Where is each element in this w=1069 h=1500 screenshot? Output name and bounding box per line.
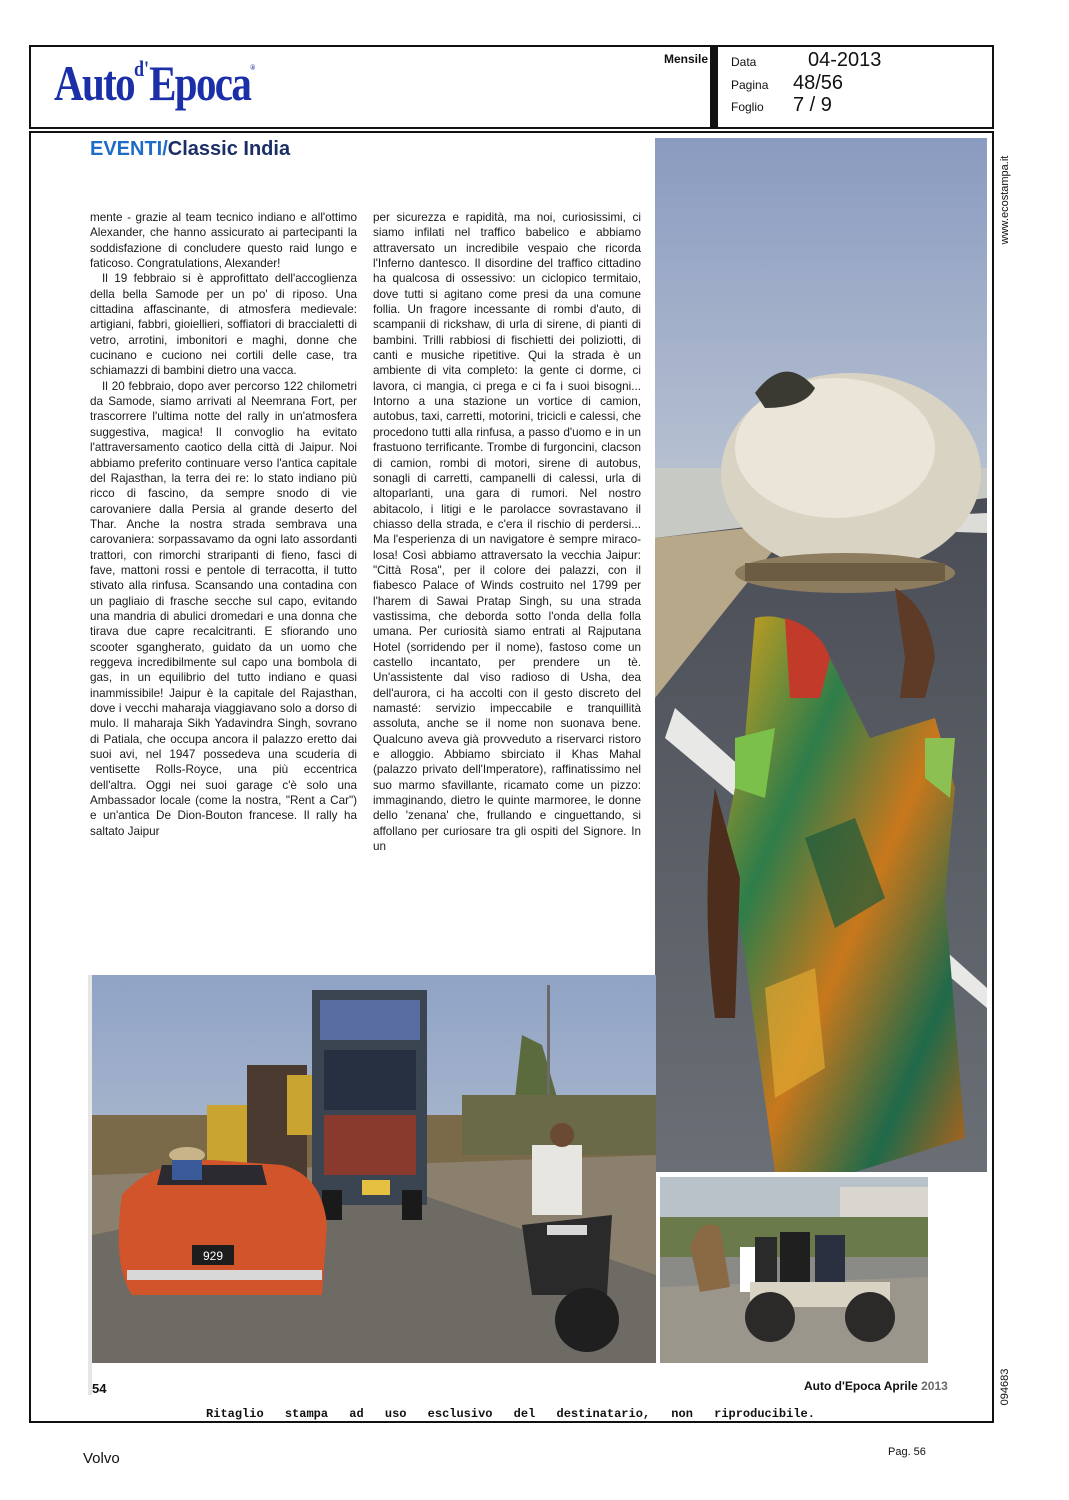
paragraph: mente - grazie al team tecnico indiano e all'ottimo Alexander, che hanno assicurato ai partecipanti la soddisfazione di concludere questo raid lungo e faticoso. Congratulations, Alexander! xyxy=(90,211,357,271)
page-value: 48/56 xyxy=(793,72,844,94)
magazine-issue: Auto d'Epoca Aprile 2013 xyxy=(804,1379,948,1393)
photo-side-shadow xyxy=(88,975,92,1395)
frequency-label: Mensile xyxy=(664,52,709,66)
photo-road-trucks-convertible xyxy=(92,975,656,1363)
article-column-2 xyxy=(373,210,641,980)
license-plate: 929 xyxy=(202,1249,224,1263)
section-label: EVENTI/ xyxy=(90,138,168,160)
date-label: Data xyxy=(731,55,757,69)
article-column-1 xyxy=(90,210,357,980)
date-value: 04-2013 xyxy=(808,49,882,71)
metadata-divider xyxy=(712,45,716,129)
sheet-label: Foglio xyxy=(731,100,764,114)
page-label: Pagina xyxy=(731,78,769,92)
paragraph: Il 19 febbraio si è approfittato dell'accoglienza della bella Samode per un po' di riposo. Una cittadina affascinante, di atmosfera medievale: artigiani, fabbri, gioiellieri, soffiatori di braccialetti di vetro, arrotini, imbonitori e maghi, donne che cucinano e cuciono nei cortili delle case, tra schiamazzi di bambini dietro una vacca. xyxy=(90,272,357,378)
photo-camel-cart xyxy=(660,1177,928,1363)
paragraph: Il 20 febbraio, dopo aver percorso 122 chilometri da Samode, siamo arrivati al Neemrana Fort, per trascorrere l'ultima notte del rally in un'atmosfera suggestiva, magica! Il convoglio ha evitato l'attraversamento caotico della città di Jaipur. Noi abbiamo preferito continuare verso l'antica capitale del Rajasthan, la terra dei re: lo stato indiano più ricco di fascino, da sempre snodo di vie carovaniere dalla Persia al grande deserto del Thar. Anche la nostra strada sembrava una carovaniera: sorpassavamo da ogni lato assordanti trattori, con rimorchi straripanti di fieno, fasci di fave, mattoni rossi e pentole di terracotta, il tutto stivato alla rinfusa. Scansando una contadina con un pagliaio di frasche secche sul capo, evitando una mandria di abulici dromedari e una donna che tirava due capre recalcitranti. E sfiorando uno scooter sgangherato, guidato da un uomo che reggeva incredibilmente sul capo una bombola di gas, in un equilibrio del tutto indiano e quasi inammissibile! Jaipur è la capitale del Rajasthan, dove i vecchi maharaja viaggiavano solo a dorso di mulo. Il maharaja Sikh Yadavindra Singh, sovrano di Patiala, che occupa ancora il palazzo eretto dai suoi avi, nel 1947 possedeva una scuderia di ventisette Rolls-Royce, una più eccentrica dell'altra. Oggi nei suoi garage c'è solo una Ambassador locale (come la nostra, "Rent a Car") e un'antica De Dion-Bouton francese. Il rally ha saltato Jaipur xyxy=(90,379,357,838)
page-number: 54 xyxy=(92,1381,107,1396)
client-name: Volvo xyxy=(83,1450,120,1467)
clip-code-vertical: 094683 xyxy=(999,1368,1011,1406)
website-vertical: www.ecostampa.it xyxy=(999,155,1011,245)
paragraph: per sicurezza e rapidità, ma noi, curiosissimi, ci siamo infilati nel traffico babelico e abbiamo attraversato un incredibile vespaio che ricorda l'Inferno dantesco. Il disordine del traffico cittadino ha qualcosa di ossessivo: un ciclopico termitaio, dove tutti si agitano come presi da una comune follia. Un fragore incessante di rombi d'auto, di scampanii di rickshaw, di urla di sirene, di pianti di bambini. Trilli rabbiosi di fischietti dei poliziotti, di canti e musiche ripetitive. Qui la strada è un ambiente di vita completo: la gente ci dorme, ci lavora, ci mangia, ci prega e ci fa i suoi bisogni... Intorno a una stazione un vortice di camion, autobus, taxi, carretti, motorini, tricicli e calessi, che procedono tutti alla rinfusa, a passo d'uomo e in un frastuono terrificante. Trombe di furgoncini, clacson di camion, rombi di motori, sirene di autobus, sonagli di carretti, campanelli di calessi, urla di altoparlanti, una gara di rumori. Nel nostro abitacolo, i litigi e le parolacce sovrastavano il chiasso della strada, e c'era il rischio di perdersi... Ma l'esperienza di un navigatore è sempre miracolosa! Così abbiamo attraversato la vecchia Jaipur: "Città Rosa", per il colore dei palazzi, con il fiabesco Palace of Winds costruito nel 1799 per l'harem di Sawai Pratap Singh, su una strada vastissima, che deborda sotto l'onda della folla umana. Per curiosità siamo entrati al Rajputana Hotel (sorridendo per il nome), fastoso come un castello incantato, per prendere un tè. Un'assistente dal viso radioso di Usha, dea dell'aurora, ci ha accolti con il gesto discreto del namasté: servizio impeccabile e tranquillità assoluta, anche se il nome non suonava bene. Qualcuno aveva già provveduto a riservarci ristoro e alloggio. Abbiamo sbirciato il Khas Mahal (palazzo privato dell'Imperatore), raffinatissimo nel suo marmo sfavillante, ricamato come un pizzo: immaginando, dietro le quinte marmoree, le donne dello 'zenana' che, frullando e cinguettando, si affollano per curiosare tra gli ospiti del Signore. In un xyxy=(373,211,641,854)
clipping-notice: Ritaglio stampa ad uso esclusivo del destinatario, non riproducibile. xyxy=(206,1407,815,1421)
magazine-logo: Auto$^{d'}$Epoca® xyxy=(54,55,254,111)
page-reference: Pag. 56 xyxy=(888,1446,926,1458)
section-heading xyxy=(90,138,290,161)
sheet-value: 7 / 9 xyxy=(793,94,832,116)
section-topic: Classic India xyxy=(167,138,291,160)
photo-woman-carrying-bundle xyxy=(655,138,987,1172)
